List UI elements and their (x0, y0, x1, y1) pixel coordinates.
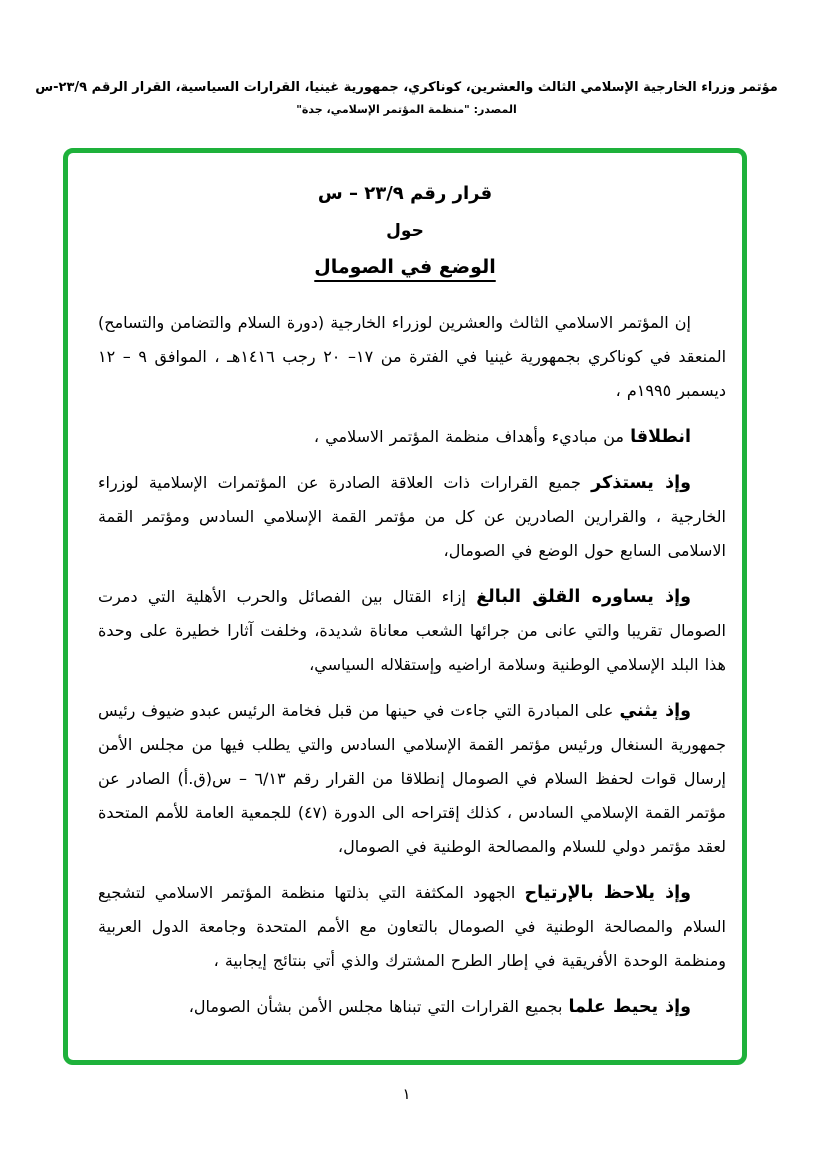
header-source-line: المصدر: "منظمة المؤتمر الإسلامي، جدة" (296, 103, 517, 116)
paragraph-lead: وإذ يحيط علما (568, 997, 691, 1017)
resolution-number-title: قرار رقم ٢٣/٩ – س (317, 183, 493, 204)
paragraph-lead: وإذ يستذكر (591, 473, 691, 493)
paragraph-lead: وإذ يلاحظ بالإرتياح (524, 883, 691, 903)
paragraph-text: إن المؤتمر الاسلامي الثالث والعشرين لوزراء الخارجية (دورة السلام والتضامن والتسامح) المنعقد في كوناكري بجمهورية غينيا في الفترة من ١٧– ٢٠ رجب ١٤١٦هـ ، الموافق ٩ – ١٢ ديسمبر ١٩٩٥م ، (98, 313, 727, 400)
resolution-subject-line (68, 256, 742, 278)
body-paragraph (98, 876, 726, 978)
paragraph-text: على المبادرة التي جاءت في حينها من قبل فخامة الرئيس عبدو ضيوف رئيس جمهورية السنغال ورئيس مؤتمر القمة الإسلامي السادس والتي يطلب فيها من مجلس الأمن إرسال قوات لحفظ السلام في الصومال إنطلاقا من القرار رقم ٦/١٣ – س(ق.أ) الصادر عن مؤتمر القمة الإسلامي السادس ، كذلك إقتراحه الى الدورة (٤٧) للجمعية العامة للأمم المتحدة لعقد مؤتمر دولي للسلام والمصالحة الوطنية في الصومال، (98, 701, 727, 856)
paragraph-lead: وإذ يثني (619, 701, 692, 721)
resolution-subject-title: الوضع في الصومال (314, 256, 496, 278)
paragraph-lead: انطلاقا (630, 427, 691, 447)
paragraph-text: من مباديء وأهداف منظمة المؤتمر الاسلامي ، (313, 427, 631, 446)
body-paragraph (98, 990, 726, 1024)
body-paragraph (98, 694, 726, 864)
paragraph-lead: وإذ يساوره القلق البالغ (476, 587, 692, 607)
body-paragraph (98, 466, 726, 568)
body-paragraph (98, 580, 726, 682)
resolution-title-block (68, 183, 742, 278)
resolution-body (98, 306, 726, 1024)
paragraph-text: جميع القرارات ذات العلاقة الصادرة عن المؤتمرات الإسلامية لوزراء الخارجية ، والقرارين الصادرين عن كل من مؤتمر القمة الإسلامي السادس ومؤتمر القمة الاسلامى السابع حول الوضع في الصومال، (98, 473, 726, 560)
page-footer (0, 1085, 813, 1103)
paragraph-text: إزاء القتال بين الفصائل والحرب الأهلية التي دمرت الصومال تقريبا والتي عانى من جرائها الشعب معاناة شديدة، وخلفت آثارا خطيرة على وحدة هذا البلد الإسلامي الوطنية وسلامة اراضيه وإستقلاله السياسي، (98, 587, 726, 674)
body-paragraph (98, 420, 726, 454)
body-paragraph (98, 306, 726, 408)
resolution-about-word: حول (386, 221, 424, 241)
header-conference-line: مؤتمر وزراء الخارجية الإسلامي الثالث والعشرين، كوناكري، جمهورية غينيا، القرارات السياسية، القرار الرقم ٢٣/٩-س (35, 80, 778, 95)
paragraph-text: الجهود المكثفة التي بذلتها منظمة المؤتمر الاسلامي لتشجيع السلام والمصالحة الوطنية في الصومال بالتعاون مع الأمم المتحدة وجامعة الدول العربية ومنظمة الوحدة الأفريقية في إطار الطرح المشترك والذي أتي بنتائج إيجابية ، (98, 883, 726, 970)
paragraph-text: بجميع القرارات التي تبناها مجلس الأمن بشأن الصومال، (188, 997, 569, 1016)
document-header (0, 80, 813, 116)
resolution-frame (63, 148, 747, 1065)
page-number: ١ (402, 1085, 411, 1103)
